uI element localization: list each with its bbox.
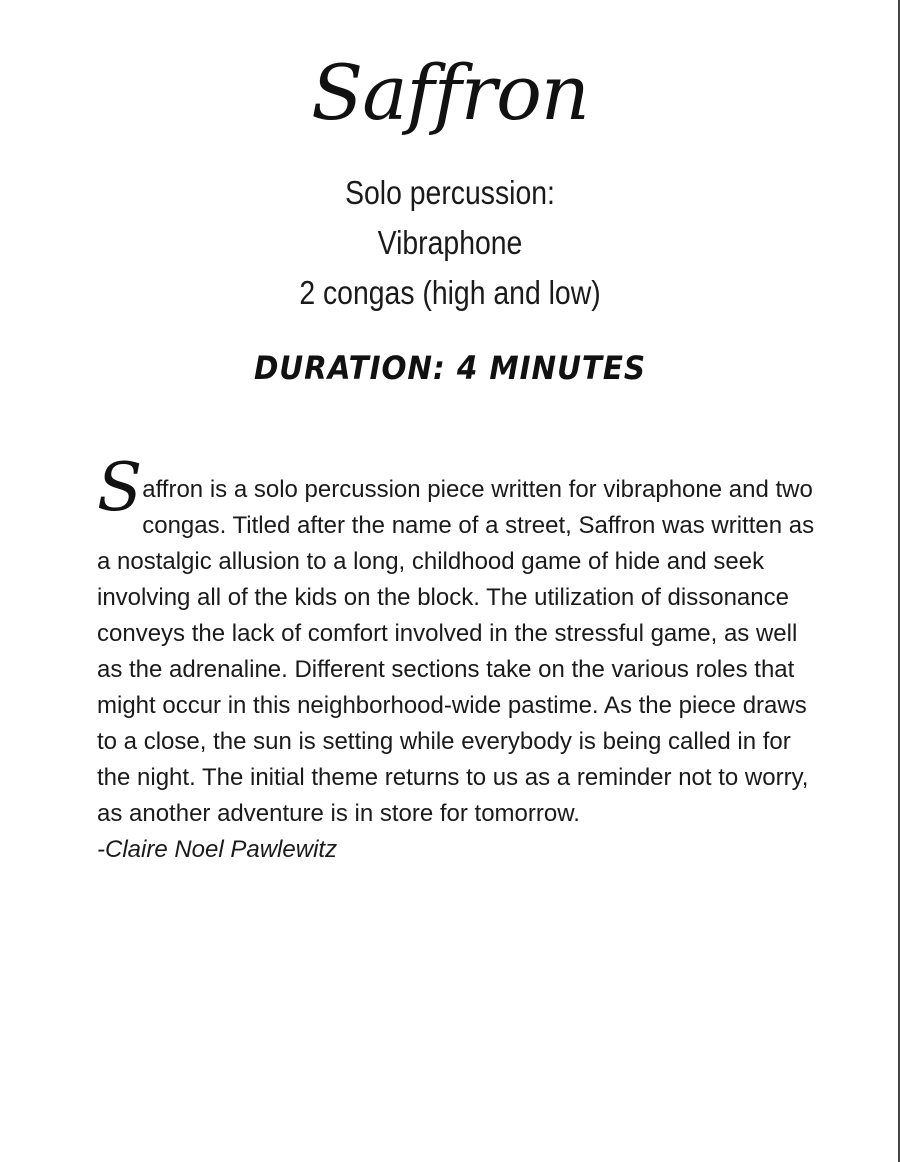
piece-title: Saffron bbox=[311, 48, 589, 137]
instrumentation-heading: Solo percussion: bbox=[345, 174, 555, 211]
program-note-paragraph bbox=[97, 449, 827, 868]
instrument-congas: 2 congas (high and low) bbox=[299, 274, 601, 311]
duration-label: DURATION: 4 MINUTES bbox=[253, 349, 647, 387]
instrument-vibraphone: Vibraphone bbox=[377, 224, 523, 261]
instrumentation-list bbox=[63, 168, 837, 318]
drop-cap-letter: S bbox=[97, 449, 143, 526]
author-signature: -Claire Noel Pawlewitz bbox=[97, 836, 338, 863]
program-note-body: affron is a solo percussion piece written for vibraphone and two congas. Titled after the name of a street, Saffron was written as a nostalgic allusion to a long, childhood game of hide and seek involving all of the kids on the block. The utilization of dissonance conveys the lack of comfort involved in the stressful game, as well as the adrenaline. Different sections take on the various roles that might occur in this neighborhood-wide pastime. As the piece draws to a close, the sun is setting while everybody is being called in for the night. The initial theme returns to us as a reminder not to worry, as another adventure is in store for tomorrow. bbox=[97, 476, 815, 827]
